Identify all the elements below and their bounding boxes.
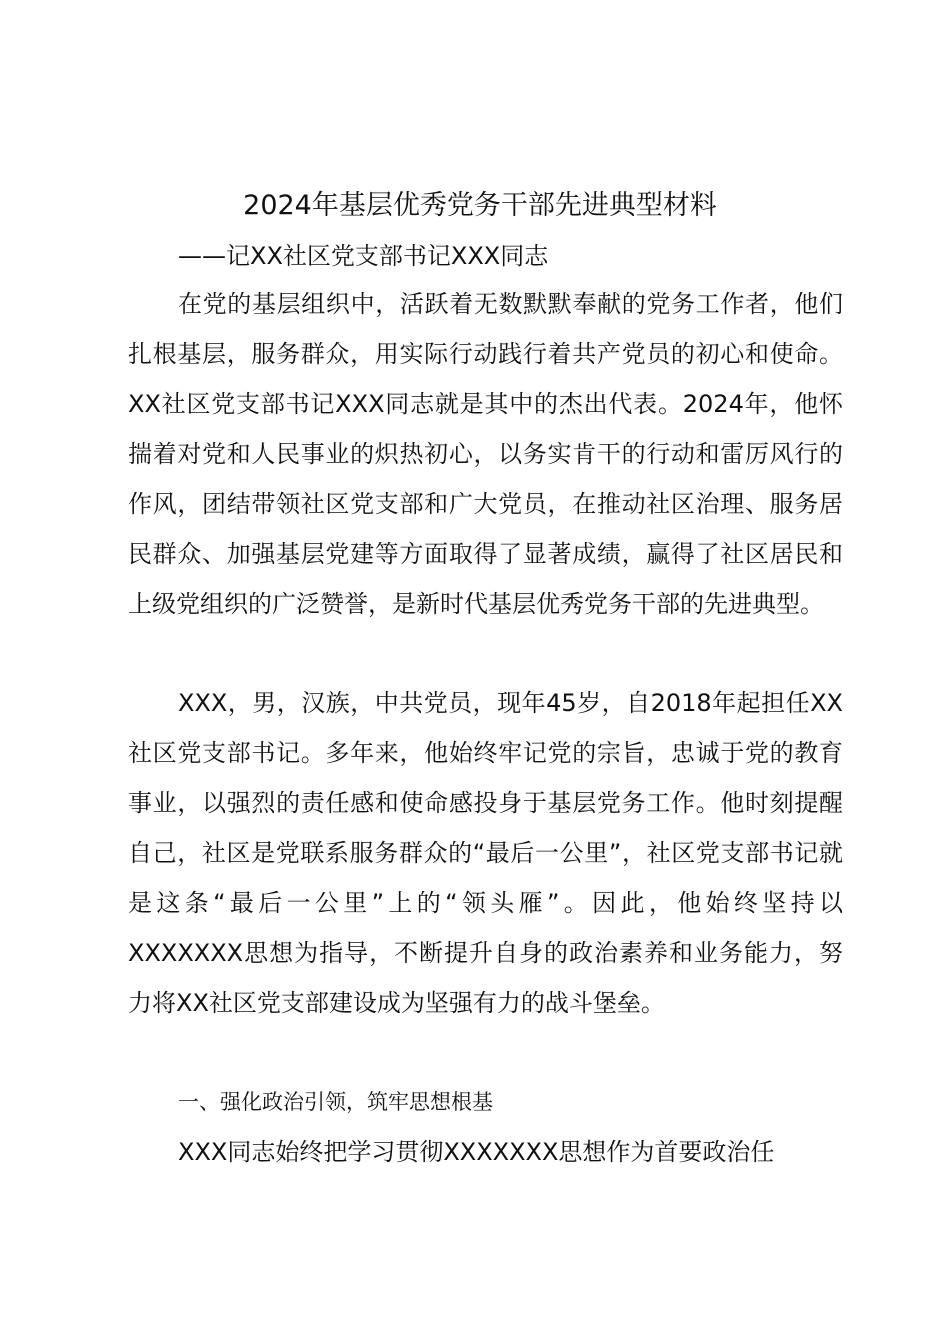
document-subtitle: ——记XX社区党支部书记XXX同志 [178,242,549,270]
section-paragraph: XXX同志始终把学习贯彻XXXXXXX思想作为首要政治任 [178,1138,775,1166]
document-title: 2024年基层优秀党务干部先进典型材料 [243,190,717,221]
paragraph-intro: 在党的基层组织中，活跃着无数默默奉献的党务工作者，他们扎根基层，服务群众，用实际行动践行着共产党员的初心和使命。XX社区党支部书记XXX同志就是其中的杰出代表。2024年，他怀揣着对党和人民事业的炽热初心，以务实肯干的行动和雷厉风行的作风，团结带领社区党支部和广大党员，在推动社区治理、服务居民群众、加强基层党建等方面取得了显著成绩，赢得了社区居民和上级党组织的广泛赞誉，是新时代基层优秀党务干部的先进典型。 [128,290,843,618]
section-heading: 一、强化政治引领，筑牢思想根基 [178,1090,493,1114]
paragraph-profile: XXX，男，汉族，中共党员，现年45岁，自2018年起担任XX社区党支部书记。多年来，他始终牢记党的宗旨，忠诚于党的教育事业，以强烈的责任感和使命感投身于基层党务工作。他时刻提醒自己，社区是党联系服务群众的“最后一公里”，社区党支部书记就是这条“最后一公里”上的“领头雁”。因此，他始终坚持以XXXXXXX思想为指导，不断提升自身的政治素养和业务能力，努力将XX社区党支部建设成为坚强有力的战斗堡垒。 [128,689,843,1017]
